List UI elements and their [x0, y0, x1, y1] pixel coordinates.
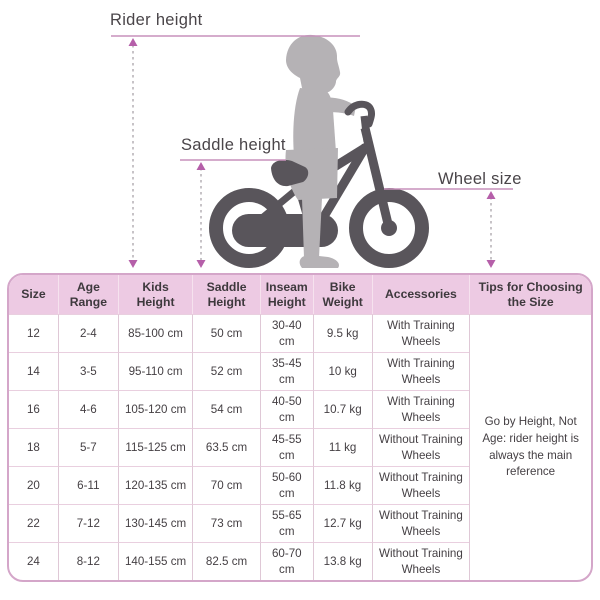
cell-age-range: 2-4 [58, 314, 118, 352]
bike-child-drawing [0, 0, 600, 273]
cell-bike-weight: 9.5 kg [313, 314, 372, 352]
cell-accessories: Without Training Wheels [372, 428, 470, 466]
cell-inseam-height: 35-45 cm [260, 352, 313, 390]
cell-inseam-height: 30-40 cm [260, 314, 313, 352]
cell-inseam-height: 50-60 cm [260, 466, 313, 504]
header-saddle-height: Saddle Height [192, 275, 260, 314]
bike-fit-illustration [0, 0, 600, 273]
front-hub [381, 220, 397, 236]
cell-age-range: 4-6 [58, 390, 118, 428]
cell-bike-weight: 11 kg [313, 428, 372, 466]
tips-cell: Go by Height, Not Age: rider height is always the main reference [469, 314, 591, 580]
cell-bike-weight: 12.7 kg [313, 504, 372, 542]
cell-kids-height: 95-110 cm [118, 352, 192, 390]
size-table [7, 273, 593, 582]
child-leg [302, 198, 322, 258]
header-inseam-height: Inseam Height [260, 275, 313, 314]
cell-inseam-height: 40-50 cm [260, 390, 313, 428]
cell-accessories: With Training Wheels [372, 390, 470, 428]
wheel-size-label: Wheel size [438, 170, 522, 188]
cell-bike-weight: 13.8 kg [313, 542, 372, 580]
cell-saddle-height: 50 cm [192, 314, 260, 352]
cell-saddle-height: 52 cm [192, 352, 260, 390]
cell-size: 22 [9, 504, 58, 542]
cell-saddle-height: 54 cm [192, 390, 260, 428]
cell-age-range: 3-5 [58, 352, 118, 390]
cell-inseam-height: 45-55 cm [260, 428, 313, 466]
cell-saddle-height: 63.5 cm [192, 428, 260, 466]
cell-bike-weight: 10.7 kg [313, 390, 372, 428]
cell-inseam-height: 55-65 cm [260, 504, 313, 542]
cell-accessories: Without Training Wheels [372, 542, 470, 580]
rider-height-label: Rider height [110, 11, 203, 29]
header-bike-weight: Bike Weight [313, 275, 372, 314]
cell-inseam-height: 60-70 cm [260, 542, 313, 580]
cell-accessories: Without Training Wheels [372, 504, 470, 542]
header-accessories: Accessories [372, 275, 470, 314]
cell-kids-height: 140-155 cm [118, 542, 192, 580]
cell-age-range: 7-12 [58, 504, 118, 542]
cell-accessories: With Training Wheels [372, 352, 470, 390]
cell-size: 18 [9, 428, 58, 466]
cell-accessories: With Training Wheels [372, 314, 470, 352]
cell-size: 20 [9, 466, 58, 504]
cell-age-range: 5-7 [58, 428, 118, 466]
cell-kids-height: 130-145 cm [118, 504, 192, 542]
cell-kids-height: 105-120 cm [118, 390, 192, 428]
cell-kids-height: 120-135 cm [118, 466, 192, 504]
header-age-range: Age Range [58, 275, 118, 314]
cell-bike-weight: 10 kg [313, 352, 372, 390]
cell-kids-height: 115-125 cm [118, 428, 192, 466]
cell-saddle-height: 73 cm [192, 504, 260, 542]
cell-bike-weight: 11.8 kg [313, 466, 372, 504]
cell-age-range: 8-12 [58, 542, 118, 580]
cell-size: 14 [9, 352, 58, 390]
child-shoe [300, 255, 339, 268]
child-head-helmet [286, 35, 340, 94]
cell-age-range: 6-11 [58, 466, 118, 504]
header-size: Size [9, 275, 58, 314]
cell-saddle-height: 82.5 cm [192, 542, 260, 580]
cell-saddle-height: 70 cm [192, 466, 260, 504]
header-kids-height: Kids Height [118, 275, 192, 314]
cell-size: 16 [9, 390, 58, 428]
cell-size: 12 [9, 314, 58, 352]
cell-kids-height: 85-100 cm [118, 314, 192, 352]
cell-accessories: Without Training Wheels [372, 466, 470, 504]
chain-guard [232, 214, 338, 247]
cell-size: 24 [9, 542, 58, 580]
saddle-height-label: Saddle height [181, 136, 286, 154]
header-tips: Tips for Choosing the Size [469, 275, 591, 314]
